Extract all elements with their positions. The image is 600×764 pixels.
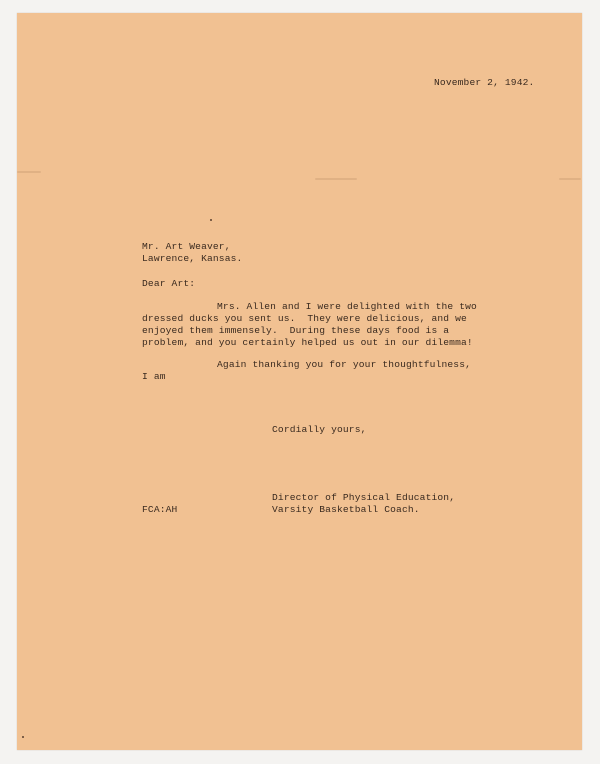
bleed-mark-right <box>559 178 581 180</box>
body-line-6: I am <box>142 371 166 382</box>
closing: Cordially yours, <box>272 424 367 435</box>
ink-dot-top <box>210 219 212 221</box>
signature-title-2: Varsity Basketball Coach. <box>272 504 420 515</box>
body-line-3: enjoyed them immensely. During these days food is a <box>142 325 450 336</box>
body-line-5: Again thanking you for your thoughtfulness, <box>217 359 472 370</box>
recipient-location: Lawrence, Kansas. <box>142 253 243 264</box>
salutation: Dear Art: <box>142 278 196 289</box>
signature-title-1: Director of Physical Education, <box>272 492 456 503</box>
bleed-mark-center <box>315 178 357 180</box>
letter-date: November 2, 1942. <box>434 77 535 88</box>
body-line-1: Mrs. Allen and I were delighted with the two <box>217 301 477 312</box>
body-line-4: problem, and you certainly helped us out in our dilemma! <box>142 337 473 348</box>
recipient-name: Mr. Art Weaver, <box>142 241 231 252</box>
bleed-mark-left <box>17 171 41 173</box>
initials: FCA:AH <box>142 504 178 515</box>
body-line-2: dressed ducks you sent us. They were delicious, and we <box>142 313 467 324</box>
letter-page <box>17 13 582 750</box>
ink-dot-bottom <box>22 736 24 738</box>
